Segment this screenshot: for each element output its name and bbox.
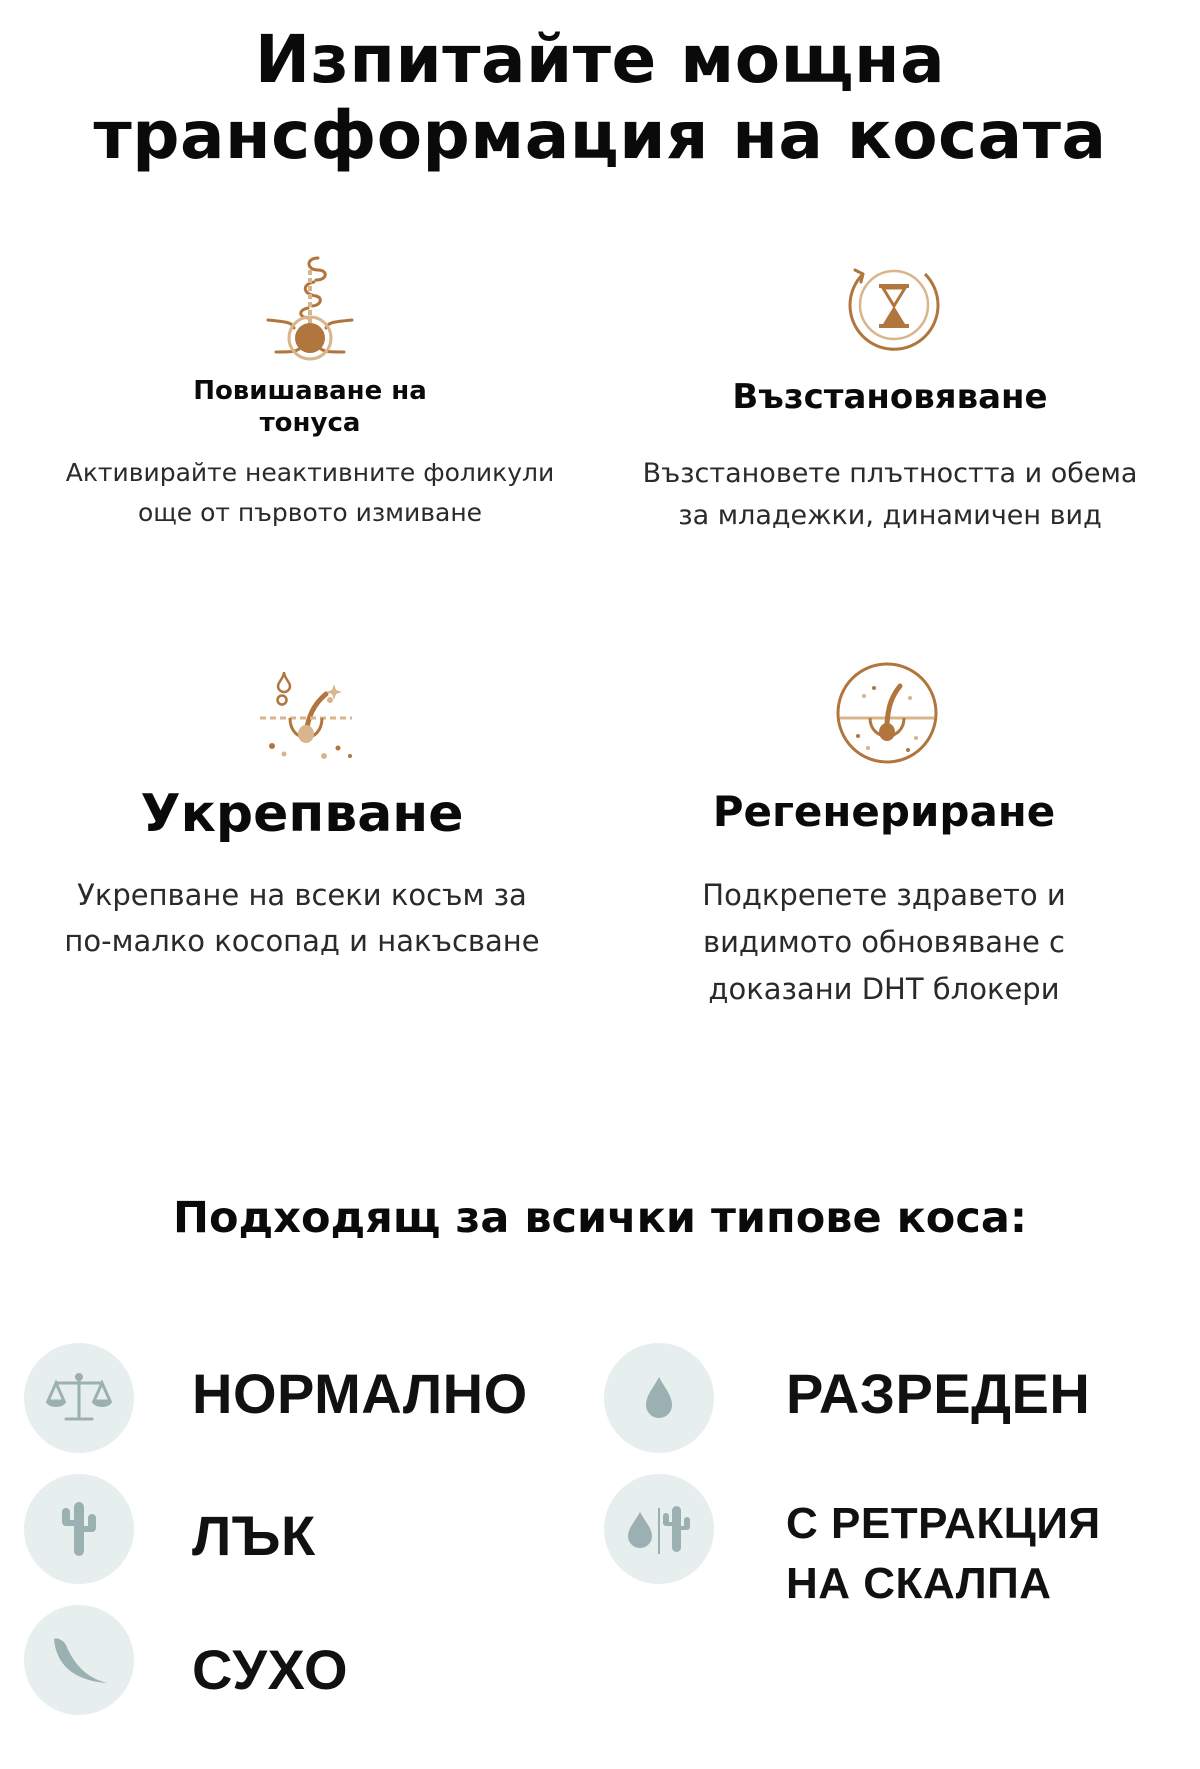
benefit-desc-line-3: доказани DHT блокери <box>708 972 1060 1006</box>
page-title-line-2: трансформация на косата <box>93 97 1107 174</box>
benefit-tonus <box>30 235 590 555</box>
benefit-desc-line-2: видимото обновяване с <box>702 925 1065 959</box>
benefit-desc-line-2: за младежки, динамичен вид <box>678 500 1102 531</box>
benefit-desc-line-1: Активирайте неактивните фоликули <box>65 458 555 487</box>
benefit-desc-line-2: по-малко косопад и накъсване <box>64 924 540 958</box>
benefit-desc-line-1: Възстановете плътността и обема <box>642 458 1138 489</box>
water-drop-icon <box>604 1343 714 1453</box>
benefit-strengthen <box>22 660 582 980</box>
hair-type-icon-circle <box>24 1474 134 1584</box>
hair-type-label: НОРМАЛНО <box>192 1362 528 1425</box>
hair-type-label-line-1: С РЕТРАКЦИЯ <box>786 1499 1101 1548</box>
hair-type-label: РАЗРЕДЕН <box>786 1362 1091 1425</box>
page-title <box>0 22 1200 174</box>
page-title-line-1: Изпитайте мощна <box>254 21 946 98</box>
hair-follicle-growth-icon <box>258 250 362 362</box>
hair-type-label: СУХО <box>192 1638 348 1701</box>
benefit-description <box>30 453 590 533</box>
hair-type-icon-circle <box>604 1474 714 1584</box>
hair-type-icon-circle <box>24 1605 134 1715</box>
drop-and-cactus-icon <box>604 1474 714 1584</box>
benefit-title-line-2: тонуса <box>259 408 361 438</box>
benefit-description <box>604 872 1164 1013</box>
hair-type-icon-circle <box>24 1343 134 1453</box>
hair-type-icon-circle <box>604 1343 714 1453</box>
benefit-description <box>610 453 1170 537</box>
hair-type-label <box>786 1494 1101 1614</box>
hair-types-heading: Подходящ за всички типове коса: <box>172 1193 1028 1243</box>
feather-icon <box>24 1605 134 1715</box>
hourglass-restore-icon <box>841 252 947 358</box>
benefit-title-line-1: Повишаване на <box>193 376 427 406</box>
benefit-desc-line-1: Укрепване на всеки косъм за <box>77 878 527 912</box>
benefit-desc-line-1: Подкрепете здравето и <box>702 878 1066 912</box>
benefit-restore <box>610 235 1170 555</box>
benefit-regenerate <box>604 660 1164 1020</box>
benefit-title: Укрепване <box>140 784 464 844</box>
hair-type-label: ЛЪК <box>192 1504 316 1567</box>
scalp-regeneration-icon <box>834 660 940 766</box>
benefit-description <box>22 872 582 964</box>
balance-scale-icon <box>24 1343 134 1453</box>
hair-type-label-line-2: НА СКАЛПА <box>786 1559 1052 1608</box>
benefit-title <box>30 375 590 439</box>
benefit-title: Възстановяване <box>732 377 1048 417</box>
benefit-title: Регенериране <box>712 787 1056 836</box>
benefit-desc-line-2: още от първото измиване <box>137 498 483 527</box>
hair-strengthening-icon <box>254 660 358 766</box>
cactus-icon <box>24 1474 134 1584</box>
